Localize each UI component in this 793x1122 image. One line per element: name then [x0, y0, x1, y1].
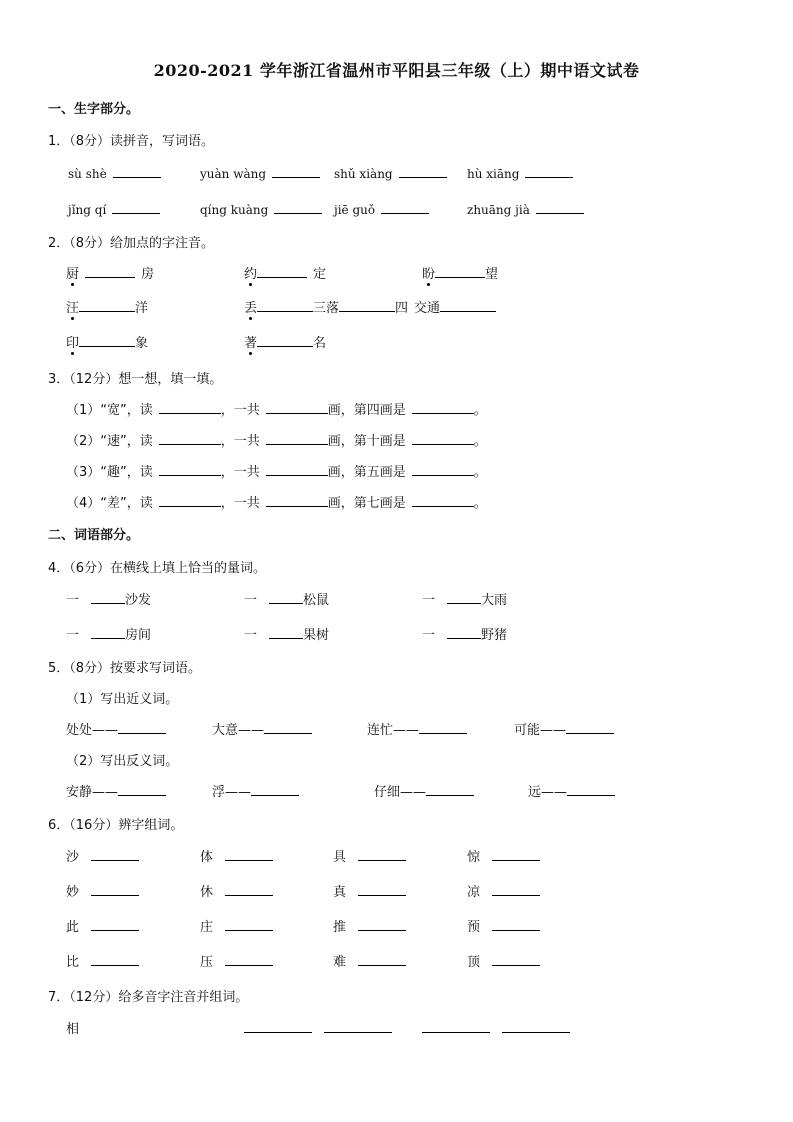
- pinyin-item: qíng kuàng: [200, 199, 322, 217]
- char-item: 休: [200, 881, 273, 900]
- subquestion-antonym: （2）写出反义词。: [66, 754, 179, 769]
- answer-blank[interactable]: [266, 461, 328, 476]
- pinyin-item: shǔ xiàng: [334, 163, 447, 181]
- answer-blank[interactable]: [85, 263, 135, 278]
- section-heading-2: 二、词语部分。: [48, 528, 140, 543]
- char-item: 体: [200, 846, 273, 865]
- antonym-item: 仔细——: [374, 781, 474, 800]
- answer-blank[interactable]: [440, 297, 496, 312]
- measure-word-item: 一 大雨: [422, 589, 507, 608]
- char-item: 具: [333, 846, 406, 865]
- annotate-item: 厨 房: [66, 263, 154, 282]
- synonym-item: 连忙——: [367, 719, 467, 738]
- annotate-item: 约 定: [244, 263, 326, 282]
- subquestion-synonym: （1）写出近义词。: [66, 692, 179, 707]
- fill-item: （1）“宽”，读 ，一共 画，第四画是 。: [66, 399, 487, 418]
- pinyin-item: jǐng qí: [68, 199, 160, 217]
- fill-item: （4）“差”，读 ，一共 画，第七画是 。: [66, 492, 487, 511]
- pinyin-item: jiē guǒ: [334, 199, 429, 217]
- answer-blank[interactable]: [426, 781, 474, 796]
- polyphone-blanks: [244, 1018, 392, 1037]
- answer-blank[interactable]: [567, 781, 615, 796]
- answer-blank[interactable]: [492, 951, 540, 966]
- answer-blank[interactable]: [412, 492, 474, 507]
- measure-word-item: 一 果树: [244, 624, 329, 643]
- answer-blank[interactable]: [536, 199, 584, 214]
- answer-blank[interactable]: [266, 430, 328, 445]
- answer-blank[interactable]: [358, 846, 406, 861]
- answer-blank[interactable]: [251, 781, 299, 796]
- char-item: 沙: [66, 846, 139, 865]
- answer-blank[interactable]: [435, 263, 485, 278]
- answer-blank[interactable]: [159, 492, 221, 507]
- answer-blank[interactable]: [159, 430, 221, 445]
- answer-blank[interactable]: [257, 263, 307, 278]
- answer-blank[interactable]: [113, 163, 161, 178]
- answer-blank[interactable]: [447, 589, 481, 604]
- answer-blank[interactable]: [91, 589, 125, 604]
- answer-blank[interactable]: [91, 881, 139, 896]
- char-item: 推: [333, 916, 406, 935]
- question-2-prompt: 2．（8分）给加点的字注音。: [48, 236, 215, 251]
- answer-blank[interactable]: [339, 297, 395, 312]
- answer-blank[interactable]: [91, 916, 139, 931]
- char-item: 妙: [66, 881, 139, 900]
- answer-blank[interactable]: [492, 916, 540, 931]
- answer-blank[interactable]: [272, 163, 320, 178]
- section-heading-1: 一、生字部分。: [48, 102, 140, 117]
- fill-item: （3）“趣”，读 ，一共 画，第五画是 。: [66, 461, 487, 480]
- annotate-item: 丢 三落 四 交通: [244, 297, 496, 316]
- answer-blank[interactable]: [264, 719, 312, 734]
- annotate-item: 盼 望: [422, 263, 498, 282]
- answer-blank[interactable]: [91, 624, 125, 639]
- answer-blank[interactable]: [225, 916, 273, 931]
- page-title: 2020-2021 学年浙江省温州市平阳县三年级（上）期中语文试卷: [153, 61, 640, 80]
- answer-blank[interactable]: [225, 951, 273, 966]
- char-item: 凉: [467, 881, 540, 900]
- answer-blank[interactable]: [274, 199, 322, 214]
- question-4-prompt: 4．（6分）在横线上填上恰当的量词。: [48, 561, 267, 576]
- answer-blank[interactable]: [412, 461, 474, 476]
- char-item: 此: [66, 916, 139, 935]
- answer-blank[interactable]: [225, 846, 273, 861]
- answer-blank[interactable]: [358, 916, 406, 931]
- answer-blank[interactable]: [358, 951, 406, 966]
- question-1-prompt: 1．（8分）读拼音，写词语。: [48, 134, 215, 149]
- answer-blank[interactable]: [244, 1018, 312, 1033]
- measure-word-item: 一 沙发: [66, 589, 151, 608]
- answer-blank[interactable]: [118, 719, 166, 734]
- answer-blank[interactable]: [566, 719, 614, 734]
- answer-blank[interactable]: [422, 1018, 490, 1033]
- answer-blank[interactable]: [159, 461, 221, 476]
- char-item: 顶: [467, 951, 540, 970]
- char-item: 压: [200, 951, 273, 970]
- answer-blank[interactable]: [257, 297, 313, 312]
- answer-blank[interactable]: [492, 881, 540, 896]
- answer-blank[interactable]: [269, 624, 303, 639]
- answer-blank[interactable]: [266, 399, 328, 414]
- answer-blank[interactable]: [266, 492, 328, 507]
- measure-word-item: 一 野猪: [422, 624, 507, 643]
- question-3-prompt: 3．（12分）想一想，填一填。: [48, 372, 223, 387]
- answer-blank[interactable]: [358, 881, 406, 896]
- question-6-prompt: 6．（16分）辨字组词。: [48, 818, 184, 833]
- polyphone-blanks: [422, 1018, 570, 1037]
- answer-blank[interactable]: [269, 589, 303, 604]
- char-item: 难: [333, 951, 406, 970]
- synonym-item: 处处——: [66, 719, 166, 738]
- measure-word-item: 一 房间: [66, 624, 151, 643]
- antonym-item: 远——: [528, 781, 615, 800]
- answer-blank[interactable]: [79, 297, 135, 312]
- answer-blank[interactable]: [91, 951, 139, 966]
- synonym-item: 大意——: [212, 719, 312, 738]
- answer-blank[interactable]: [159, 399, 221, 414]
- antonym-item: 安静——: [66, 781, 166, 800]
- char-item: 比: [66, 951, 139, 970]
- annotate-item: 印 象: [66, 332, 148, 351]
- char-item: 庄: [200, 916, 273, 935]
- synonym-item: 可能——: [514, 719, 614, 738]
- annotate-item: 汪 洋: [66, 297, 148, 316]
- pinyin-item: sù shè: [68, 163, 161, 181]
- answer-blank[interactable]: [79, 332, 135, 347]
- char-item: 惊: [467, 846, 540, 865]
- answer-blank[interactable]: [399, 163, 447, 178]
- answer-blank[interactable]: [412, 430, 474, 445]
- char-item: 预: [467, 916, 540, 935]
- answer-blank[interactable]: [257, 332, 313, 347]
- question-7-prompt: 7．（12分）给多音字注音并组词。: [48, 990, 249, 1005]
- char-item: 真: [333, 881, 406, 900]
- fill-item: （2）“速”，读 ，一共 画，第十画是 。: [66, 430, 487, 449]
- answer-blank[interactable]: [419, 719, 467, 734]
- answer-blank[interactable]: [324, 1018, 392, 1033]
- pinyin-item: yuàn wàng: [200, 163, 320, 181]
- answer-blank[interactable]: [112, 199, 160, 214]
- polyphone-char: 相: [66, 1022, 80, 1037]
- question-5-prompt: 5．（8分）按要求写词语。: [48, 661, 202, 676]
- answer-blank[interactable]: [525, 163, 573, 178]
- answer-blank[interactable]: [91, 846, 139, 861]
- answer-blank[interactable]: [381, 199, 429, 214]
- answer-blank[interactable]: [412, 399, 474, 414]
- antonym-item: 浮——: [212, 781, 299, 800]
- measure-word-item: 一 松鼠: [244, 589, 329, 608]
- pinyin-item: zhuāng jià: [467, 199, 584, 217]
- answer-blank[interactable]: [225, 881, 273, 896]
- answer-blank[interactable]: [492, 846, 540, 861]
- pinyin-item: hù xiāng: [467, 163, 573, 181]
- answer-blank[interactable]: [118, 781, 166, 796]
- annotate-item: 著 名: [244, 332, 326, 351]
- answer-blank[interactable]: [502, 1018, 570, 1033]
- answer-blank[interactable]: [447, 624, 481, 639]
